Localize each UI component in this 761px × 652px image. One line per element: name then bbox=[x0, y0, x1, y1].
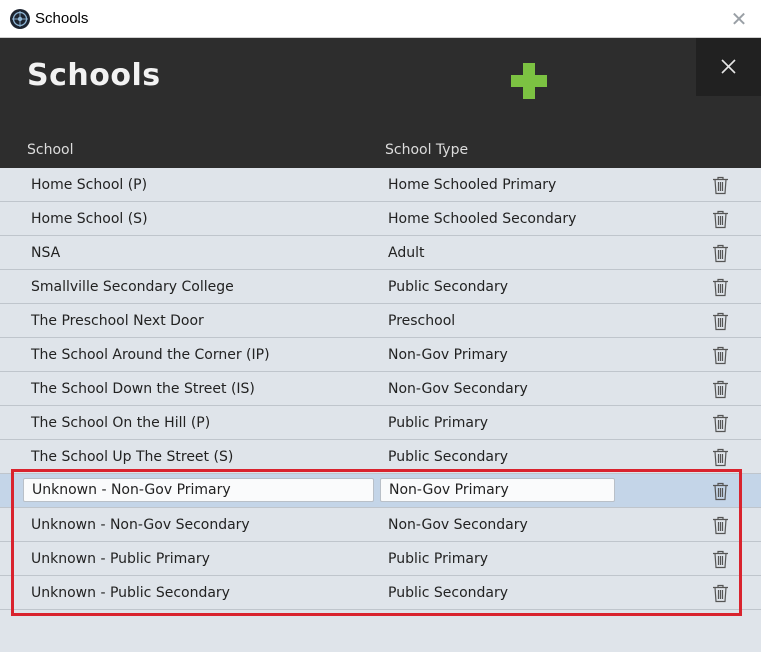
table-row[interactable] bbox=[0, 338, 761, 372]
table-row[interactable] bbox=[0, 372, 761, 406]
school-type: Public Secondary bbox=[388, 449, 509, 465]
trash-icon[interactable] bbox=[712, 278, 729, 297]
school-name: The School On the Hill (P) bbox=[31, 415, 211, 431]
school-name: Home School (P) bbox=[31, 177, 148, 193]
table-row[interactable] bbox=[0, 576, 761, 610]
school-name: The Preschool Next Door bbox=[31, 313, 204, 329]
school-type: Home Schooled Secondary bbox=[388, 211, 577, 227]
school-type: Public Primary bbox=[388, 551, 488, 567]
panel-header bbox=[0, 38, 761, 168]
column-header-school-type[interactable]: School Type bbox=[385, 142, 469, 158]
trash-icon[interactable] bbox=[712, 482, 729, 501]
school-type: Non-Gov Secondary bbox=[388, 517, 528, 533]
school-type: Non-Gov Primary bbox=[388, 347, 508, 363]
school-name: The School Down the Street (IS) bbox=[31, 381, 255, 397]
plus-icon bbox=[510, 62, 548, 100]
app-logo-icon bbox=[10, 9, 30, 29]
school-name: NSA bbox=[31, 245, 61, 261]
trash-icon[interactable] bbox=[712, 516, 729, 535]
trash-icon[interactable] bbox=[712, 312, 729, 331]
table-row[interactable] bbox=[0, 406, 761, 440]
table-row[interactable] bbox=[0, 508, 761, 542]
table-row[interactable] bbox=[0, 304, 761, 338]
school-type: Public Primary bbox=[388, 415, 488, 431]
school-name-input[interactable]: Unknown - Non-Gov Primary bbox=[23, 478, 374, 502]
school-name: Unknown - Non-Gov Secondary bbox=[31, 517, 250, 533]
school-type: Public Secondary bbox=[388, 279, 509, 295]
page-title: Schools bbox=[27, 58, 161, 93]
table-row[interactable] bbox=[0, 202, 761, 236]
school-name: Unknown - Public Primary bbox=[31, 551, 210, 567]
trash-icon[interactable] bbox=[712, 550, 729, 569]
school-name: Smallville Secondary College bbox=[31, 279, 234, 295]
school-type: Preschool bbox=[388, 313, 456, 329]
school-type: Adult bbox=[388, 245, 425, 261]
window-titlebar bbox=[0, 0, 761, 38]
school-name: Unknown - Public Secondary bbox=[31, 585, 230, 601]
school-name: The School Up The Street (S) bbox=[31, 449, 234, 465]
table-row[interactable] bbox=[0, 270, 761, 304]
table-row[interactable] bbox=[0, 440, 761, 474]
school-type: Public Secondary bbox=[388, 585, 509, 601]
panel-close-button[interactable] bbox=[696, 38, 761, 96]
school-type: Non-Gov Secondary bbox=[388, 381, 528, 397]
table-row[interactable] bbox=[0, 236, 761, 270]
trash-icon[interactable] bbox=[712, 210, 729, 229]
trash-icon[interactable] bbox=[712, 380, 729, 399]
school-name: Home School (S) bbox=[31, 211, 148, 227]
school-type: Home Schooled Primary bbox=[388, 177, 557, 193]
trash-icon[interactable] bbox=[712, 584, 729, 603]
school-name: The School Around the Corner (IP) bbox=[31, 347, 270, 363]
trash-icon[interactable] bbox=[712, 448, 729, 467]
window-title: Schools bbox=[35, 10, 89, 27]
trash-icon[interactable] bbox=[712, 346, 729, 365]
trash-icon[interactable] bbox=[712, 244, 729, 263]
window-close-icon[interactable]: ✕ bbox=[730, 7, 748, 31]
add-school-button[interactable] bbox=[510, 62, 548, 100]
trash-icon[interactable] bbox=[712, 414, 729, 433]
table-row[interactable] bbox=[0, 542, 761, 576]
close-icon bbox=[721, 59, 736, 74]
table-row[interactable] bbox=[0, 168, 761, 202]
trash-icon[interactable] bbox=[712, 176, 729, 195]
school-type-input[interactable]: Non-Gov Primary bbox=[380, 478, 615, 502]
table-row-selected[interactable] bbox=[0, 474, 761, 508]
column-header-school[interactable]: School bbox=[27, 142, 74, 158]
